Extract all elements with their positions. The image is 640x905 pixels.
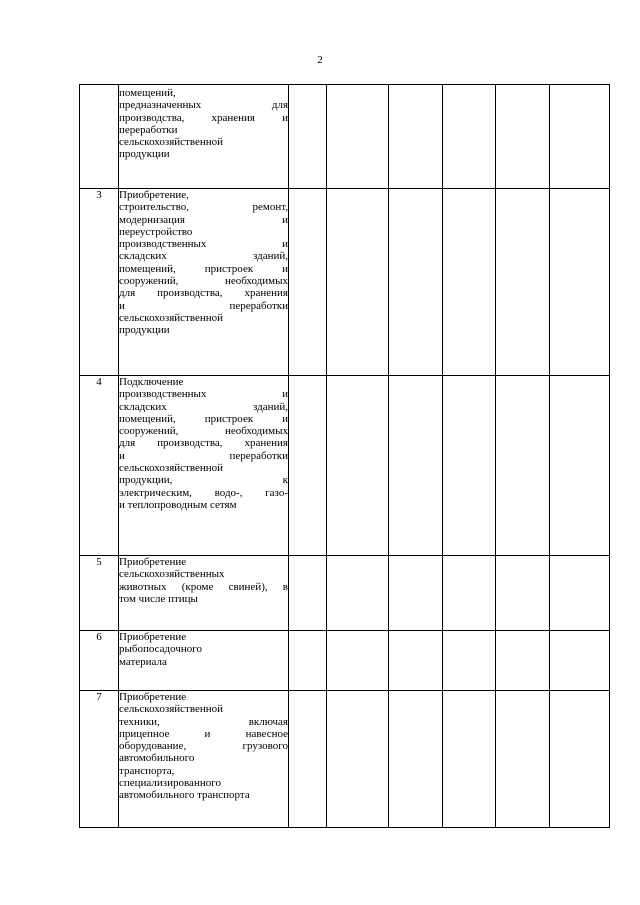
empty-cell bbox=[443, 631, 496, 691]
description-line: производственных и bbox=[119, 238, 288, 251]
description-line: сельскохозяйственных bbox=[119, 568, 225, 581]
description-line: Приобретение bbox=[119, 691, 187, 703]
empty-cell bbox=[327, 631, 389, 691]
empty-cell bbox=[289, 631, 327, 691]
empty-cell bbox=[289, 189, 327, 376]
description-line: автомобильного транспорта bbox=[119, 789, 250, 802]
empty-cell bbox=[550, 556, 610, 631]
empty-cell bbox=[289, 691, 327, 828]
row-number-cell: 5 bbox=[80, 556, 119, 631]
description-line: предназначенных для bbox=[119, 99, 288, 112]
description-line: материала bbox=[119, 655, 167, 668]
empty-cell bbox=[443, 376, 496, 556]
description-line: и переработки bbox=[119, 299, 288, 312]
description-line: модернизация и bbox=[119, 213, 288, 226]
description-line: Подключение bbox=[119, 376, 184, 388]
description-line: переработки bbox=[119, 123, 178, 136]
empty-cell bbox=[550, 691, 610, 828]
empty-cell bbox=[550, 376, 610, 556]
description-line: сельскохозяйственной bbox=[119, 311, 224, 324]
table-row bbox=[80, 631, 610, 691]
empty-cell bbox=[289, 376, 327, 556]
description-line: транспорта, bbox=[119, 764, 175, 777]
description-line: сельскохозяйственной bbox=[119, 703, 224, 716]
row-number-cell: 7 bbox=[80, 691, 119, 828]
table-row bbox=[80, 691, 610, 828]
empty-cell bbox=[389, 631, 443, 691]
description-line: помещений, пристроек и bbox=[119, 412, 288, 425]
empty-cell bbox=[550, 189, 610, 376]
description-cell bbox=[119, 85, 289, 189]
table-row bbox=[80, 376, 610, 556]
description-line: продукции, к bbox=[119, 474, 288, 487]
description-line: сельскохозяйственной bbox=[119, 462, 224, 475]
row-number-cell: 6 bbox=[80, 631, 119, 691]
description-line: строительство, ремонт, bbox=[119, 201, 288, 214]
description-cell bbox=[119, 631, 289, 691]
empty-cell bbox=[496, 556, 550, 631]
table-row bbox=[80, 189, 610, 376]
row-number-cell: 3 bbox=[80, 189, 119, 376]
description-cell bbox=[119, 376, 289, 556]
empty-cell bbox=[327, 376, 389, 556]
row-number-cell: 4 bbox=[80, 376, 119, 556]
description-line: специализированного bbox=[119, 777, 221, 790]
description-line: производственных и bbox=[119, 388, 288, 401]
empty-cell bbox=[496, 631, 550, 691]
empty-cell bbox=[327, 691, 389, 828]
description-line: Приобретение, bbox=[119, 189, 189, 201]
description-line: автомобильного bbox=[119, 752, 195, 765]
empty-cell bbox=[443, 85, 496, 189]
description-cell bbox=[119, 189, 289, 376]
description-line: прицепное и навесное bbox=[119, 727, 288, 740]
description-line: том числе птицы bbox=[119, 592, 198, 605]
description-line: помещений, bbox=[119, 87, 176, 99]
description-line: сооружений, необходимых bbox=[119, 275, 288, 288]
empty-cell bbox=[443, 189, 496, 376]
measures-table bbox=[79, 84, 610, 828]
empty-cell bbox=[496, 691, 550, 828]
description-line: складских зданий, bbox=[119, 250, 288, 263]
description-line: сельскохозяйственной bbox=[119, 136, 224, 149]
empty-cell bbox=[389, 85, 443, 189]
description-line: животных (кроме свиней), в bbox=[119, 580, 288, 593]
empty-cell bbox=[443, 556, 496, 631]
empty-cell bbox=[289, 556, 327, 631]
page-number: 2 bbox=[317, 54, 323, 66]
description-line: складских зданий, bbox=[119, 400, 288, 413]
table-row bbox=[80, 85, 610, 189]
empty-cell bbox=[550, 85, 610, 189]
description-line: Приобретение bbox=[119, 631, 187, 643]
description-line: продукции bbox=[119, 324, 170, 337]
empty-cell bbox=[389, 556, 443, 631]
description-line: техники, включая bbox=[119, 715, 288, 728]
empty-cell bbox=[389, 376, 443, 556]
description-line: для производства, хранения bbox=[119, 437, 288, 450]
description-line: сооружений, необходимых bbox=[119, 425, 288, 438]
empty-cell bbox=[389, 691, 443, 828]
description-line: электрическим, водо-, газо- bbox=[119, 486, 288, 499]
empty-cell bbox=[289, 85, 327, 189]
table-body bbox=[80, 85, 610, 828]
description-line: рыбопосадочного bbox=[119, 643, 203, 656]
empty-cell bbox=[496, 376, 550, 556]
description-cell bbox=[119, 556, 289, 631]
description-line: Приобретение bbox=[119, 556, 187, 568]
empty-cell bbox=[327, 85, 389, 189]
empty-cell bbox=[327, 556, 389, 631]
description-cell bbox=[119, 691, 289, 828]
description-line: производства, хранения и bbox=[119, 111, 288, 124]
description-line: для производства, хранения bbox=[119, 287, 288, 300]
empty-cell bbox=[443, 691, 496, 828]
empty-cell bbox=[389, 189, 443, 376]
empty-cell bbox=[550, 631, 610, 691]
empty-cell bbox=[496, 189, 550, 376]
table-row bbox=[80, 556, 610, 631]
description-line: продукции bbox=[119, 148, 170, 161]
row-number-cell bbox=[80, 85, 119, 189]
description-line: переустройство bbox=[119, 225, 193, 238]
description-line: и переработки bbox=[119, 449, 288, 462]
description-line: помещений, пристроек и bbox=[119, 262, 288, 275]
empty-cell bbox=[496, 85, 550, 189]
description-line: и теплопроводным сетям bbox=[119, 498, 237, 511]
description-line: оборудование, грузового bbox=[119, 740, 288, 753]
empty-cell bbox=[327, 189, 389, 376]
